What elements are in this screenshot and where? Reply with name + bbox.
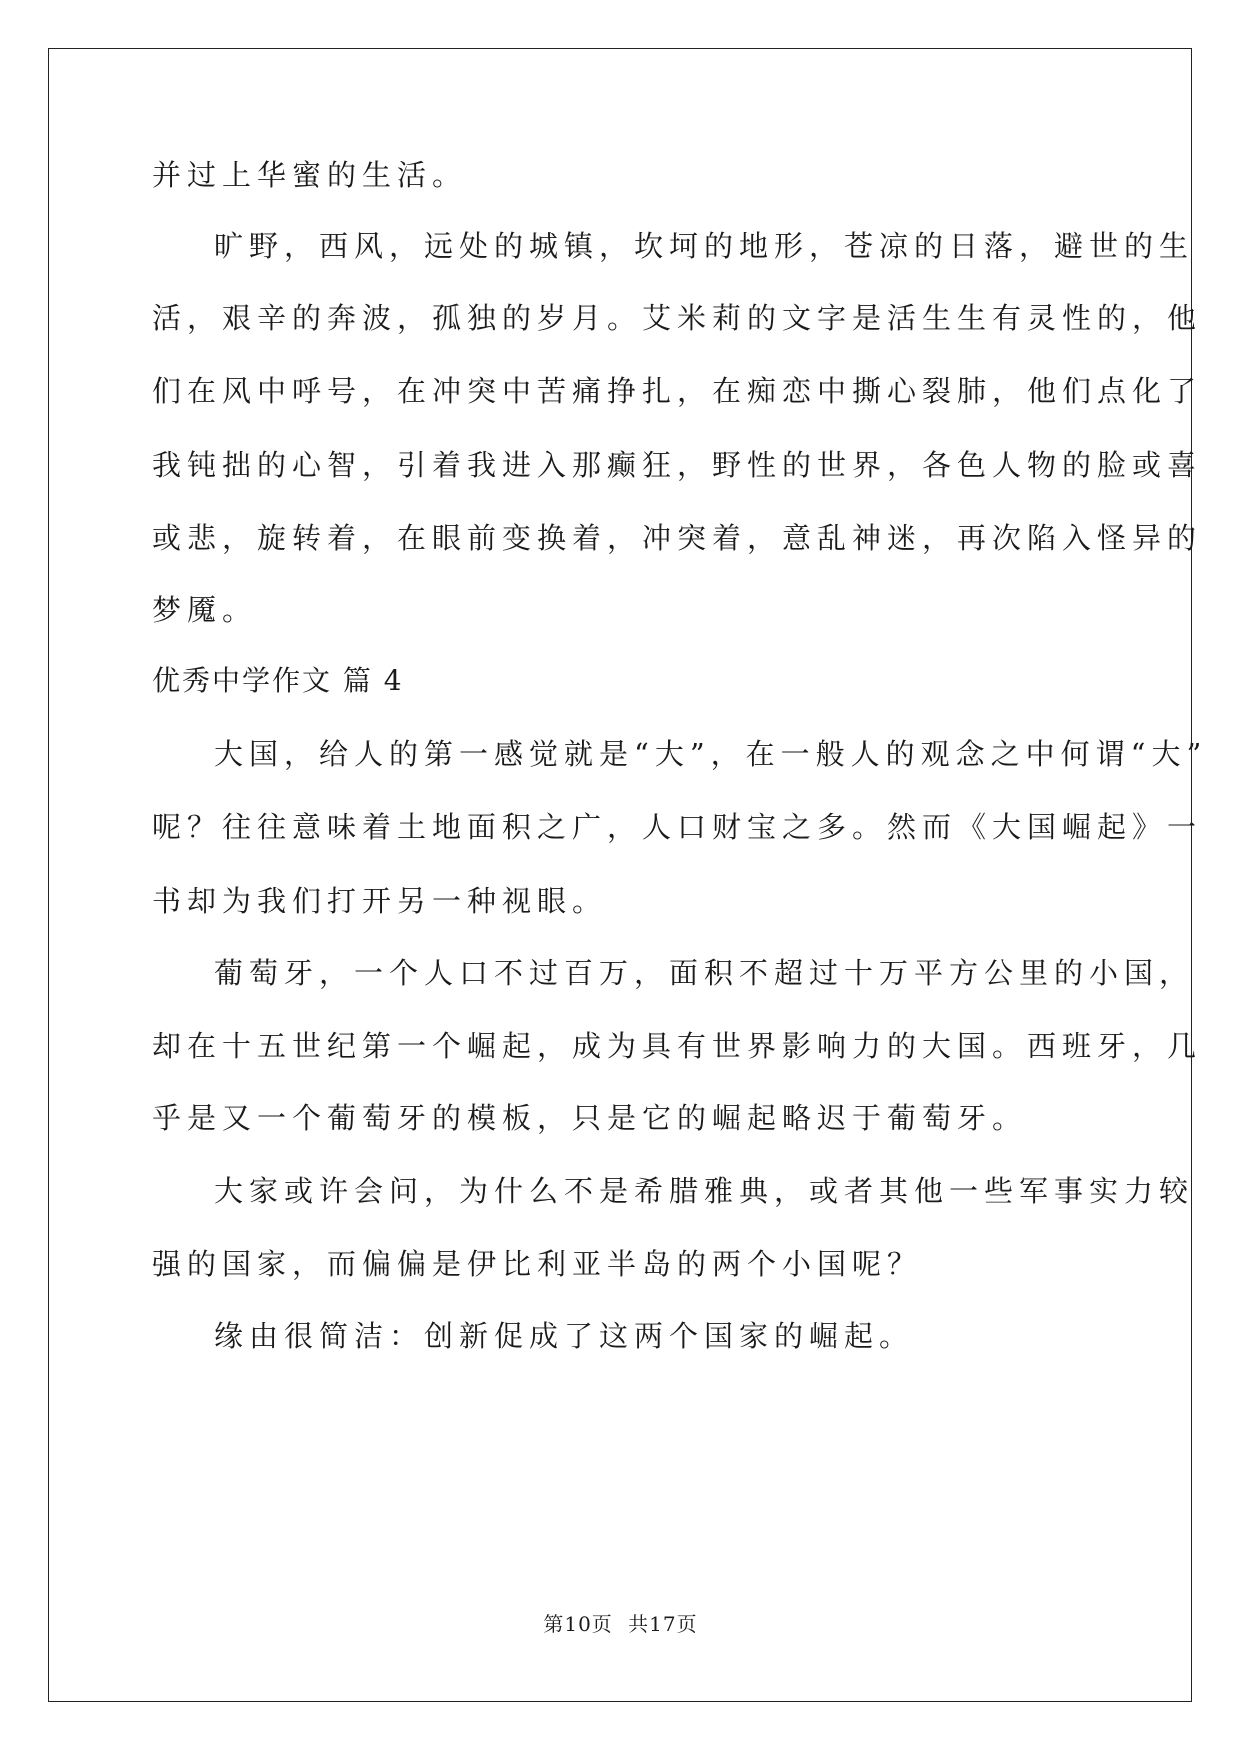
text-line: 乎是又一个葡萄牙的模板，只是它的崛起略迟于葡萄牙。 — [152, 1101, 1028, 1135]
paragraph-start-line: 葡萄牙，一个人口不过百万，面积不超过十万平方公里的小国， — [214, 956, 1195, 990]
page-footer — [0, 1608, 1241, 1637]
paragraph-start-line: 大家或许会问，为什么不是希腊雅典，或者其他一些军事实力较 — [214, 1174, 1195, 1208]
paragraph-start-line: 旷野，西风，远处的城镇，坎坷的地形，苍凉的日落，避世的生 — [214, 229, 1195, 263]
page-border — [48, 48, 1195, 1702]
text-line: 活，艰辛的奔波，孤独的岁月。艾米莉的文字是活生生有灵性的，他 — [152, 301, 1203, 335]
section-heading: 优秀中学作文 篇 4 — [152, 664, 404, 697]
text-line: 并过上华蜜的生活。 — [152, 158, 468, 192]
text-line: 强的国家，而偏偏是伊比利亚半岛的两个小国呢？ — [152, 1247, 923, 1281]
paragraph-start-line: 缘由很简洁：创新促成了这两个国家的崛起。 — [214, 1319, 915, 1353]
page-number: 第10页 — [543, 1612, 613, 1636]
page-total: 共17页 — [628, 1612, 698, 1636]
text-line: 我钝拙的心智，引着我进入那癫狂，野性的世界，各色人物的脸或喜 — [152, 448, 1203, 482]
text-line: 书却为我们打开另一种视眼。 — [152, 884, 608, 918]
text-line: 梦魇。 — [152, 593, 258, 627]
text-line: 或悲，旋转着，在眼前变换着，冲突着，意乱神迷，再次陷入怪异的 — [152, 521, 1203, 555]
paragraph-start-line: 大国，给人的第一感觉就是“大”，在一般人的观念之中何谓“大” — [214, 737, 1208, 771]
text-line: 呢？往往意味着土地面积之广，人口财宝之多。然而《大国崛起》一 — [152, 810, 1203, 844]
text-line: 们在风中呼号，在冲突中苦痛挣扎，在痴恋中撕心裂肺，他们点化了 — [152, 374, 1203, 408]
text-line: 却在十五世纪第一个崛起，成为具有世界影响力的大国。西班牙，几 — [152, 1029, 1203, 1063]
